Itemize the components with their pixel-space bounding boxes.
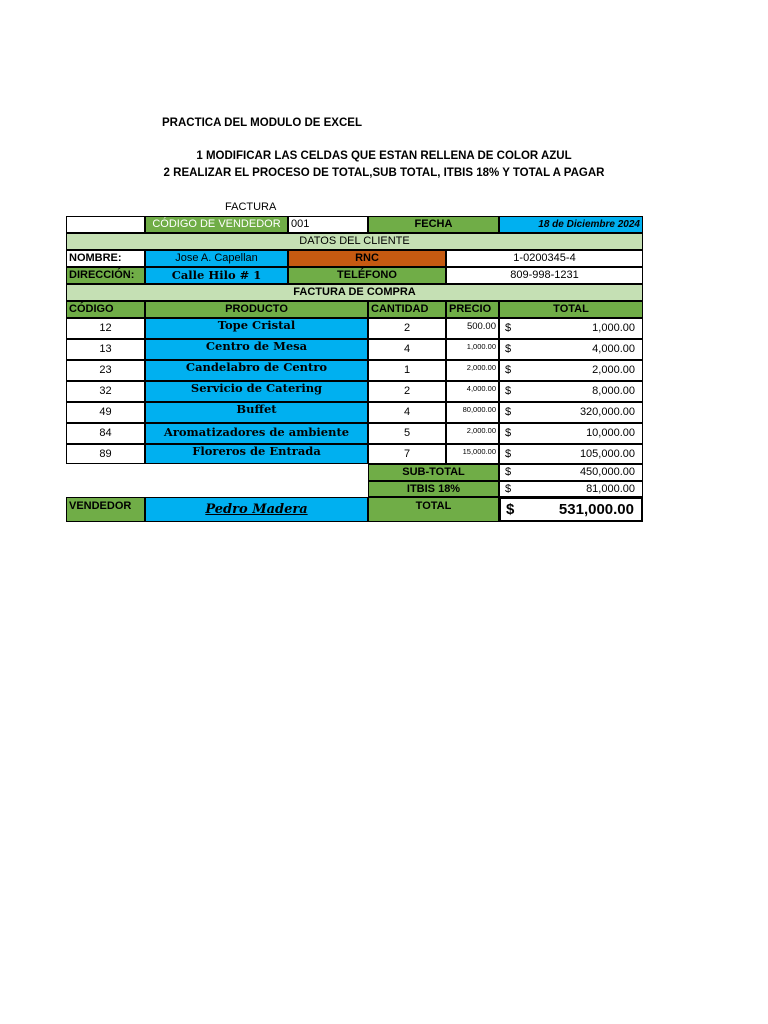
row-codigo[interactable]: 23 xyxy=(66,360,145,381)
vendedor-label[interactable]: VENDEDOR xyxy=(66,497,145,522)
row-precio[interactable]: 2,000.00 xyxy=(446,423,499,444)
subtotal-label[interactable]: SUB-TOTAL xyxy=(368,464,499,481)
row-codigo[interactable]: 32 xyxy=(66,381,145,402)
total-label[interactable]: TOTAL xyxy=(368,497,499,522)
row-precio[interactable]: 1,000.00 xyxy=(446,339,499,360)
currency-symbol: $ xyxy=(505,385,512,397)
total-value[interactable] xyxy=(499,497,643,522)
col-producto-header[interactable]: PRODUCTO xyxy=(145,301,368,318)
direccion-value[interactable]: Calle Hilo # 1 xyxy=(145,267,288,284)
direccion-label[interactable]: DIRECCIÓN: xyxy=(66,267,145,284)
row-codigo[interactable]: 89 xyxy=(66,444,145,464)
row-precio[interactable]: 2,000.00 xyxy=(446,360,499,381)
itbis-value[interactable] xyxy=(499,481,643,497)
row-cantidad[interactable]: 2 xyxy=(368,318,446,339)
row-producto[interactable]: Aromatizadores de ambiente xyxy=(145,423,368,444)
codigo-vendedor-value[interactable]: 001 xyxy=(288,216,368,233)
telefono-value[interactable]: 809-998-1231 xyxy=(446,267,643,284)
row-total[interactable] xyxy=(499,318,643,339)
row-producto[interactable]: Candelabro de Centro xyxy=(145,360,368,381)
row-precio[interactable]: 80,000.00 xyxy=(446,402,499,423)
row-producto[interactable]: Floreros de Entrada xyxy=(145,444,368,464)
row-codigo[interactable]: 84 xyxy=(66,423,145,444)
col-precio-header[interactable]: PRECIO xyxy=(446,301,499,318)
itbis-label[interactable]: ITBIS 18% xyxy=(368,481,499,497)
row-total-value: 2,000.00 xyxy=(592,364,635,376)
currency-symbol: $ xyxy=(505,322,512,334)
row-producto[interactable]: Buffet xyxy=(145,402,368,423)
instruction-2: 2 REALIZAR EL PROCESO DE TOTAL,SUB TOTAL, ITBIS 18% Y TOTAL A PAGAR xyxy=(163,167,605,179)
row-cantidad[interactable]: 5 xyxy=(368,423,446,444)
vendedor-name[interactable]: Pedro Madera xyxy=(145,497,368,522)
row-codigo[interactable]: 49 xyxy=(66,402,145,423)
page-title: PRACTICA DEL MODULO DE EXCEL xyxy=(162,117,362,129)
rnc-value[interactable]: 1-0200345-4 xyxy=(446,250,643,267)
row-producto[interactable]: Tope Cristal xyxy=(145,318,368,339)
datos-cliente-title[interactable]: DATOS DEL CLIENTE xyxy=(66,233,643,250)
row-total[interactable] xyxy=(499,402,643,423)
row-total-value: 4,000.00 xyxy=(592,343,635,355)
row-total[interactable] xyxy=(499,444,643,464)
col-cantidad-header[interactable]: CANTIDAD xyxy=(368,301,446,318)
currency-symbol: $ xyxy=(505,343,512,355)
subtotal-value[interactable] xyxy=(499,464,643,481)
nombre-value[interactable]: Jose A. Capellan xyxy=(145,250,288,267)
factura-label: FACTURA xyxy=(225,201,277,213)
row-total[interactable] xyxy=(499,423,643,444)
itbis-amount: 81,000.00 xyxy=(586,482,635,495)
nombre-label[interactable]: NOMBRE: xyxy=(66,250,145,267)
instruction-1: 1 MODIFICAR LAS CELDAS QUE ESTAN RELLENA DE COLOR AZUL xyxy=(196,150,572,162)
fecha-label[interactable]: FECHA xyxy=(368,216,499,233)
row-producto[interactable]: Servicio de Catering xyxy=(145,381,368,402)
telefono-label[interactable]: TELÉFONO xyxy=(288,267,446,284)
row-cantidad[interactable]: 4 xyxy=(368,339,446,360)
row-codigo[interactable]: 12 xyxy=(66,318,145,339)
row-precio[interactable]: 4,000.00 xyxy=(446,381,499,402)
row-total-value: 8,000.00 xyxy=(592,385,635,397)
currency-symbol: $ xyxy=(505,364,512,376)
row-producto[interactable]: Centro de Mesa xyxy=(145,339,368,360)
fecha-value[interactable]: 18 de Diciembre 2024 xyxy=(499,216,643,233)
row-total-value: 1,000.00 xyxy=(592,322,635,334)
codigo-vendedor-label[interactable]: CÓDIGO DE VENDEDOR xyxy=(145,216,288,233)
currency-symbol: $ xyxy=(505,406,512,418)
subtotal-amount: 450,000.00 xyxy=(579,466,635,478)
col-codigo-header[interactable]: CÓDIGO xyxy=(66,301,145,318)
row-total-value: 105,000.00 xyxy=(579,447,635,460)
currency-symbol: $ xyxy=(505,466,512,478)
row-total[interactable] xyxy=(499,339,643,360)
row-precio[interactable]: 15,000.00 xyxy=(446,444,499,464)
row-total-value: 10,000.00 xyxy=(586,427,635,439)
total-amount: 531,000.00 xyxy=(558,501,634,518)
row-codigo[interactable]: 13 xyxy=(66,339,145,360)
row-total-value: 320,000.00 xyxy=(579,406,635,418)
currency-symbol: $ xyxy=(505,427,512,439)
currency-symbol: $ xyxy=(505,447,512,460)
row-cantidad[interactable]: 2 xyxy=(368,381,446,402)
row-total[interactable] xyxy=(499,381,643,402)
currency-symbol: $ xyxy=(505,482,512,495)
col-total-header[interactable]: TOTAL xyxy=(499,301,643,318)
cell-empty[interactable] xyxy=(66,216,145,233)
factura-compra-title[interactable]: FACTURA DE COMPRA xyxy=(66,284,643,301)
row-precio[interactable]: 500.00 xyxy=(446,318,499,339)
rnc-label[interactable]: RNC xyxy=(288,250,446,267)
row-cantidad[interactable]: 1 xyxy=(368,360,446,381)
row-total[interactable] xyxy=(499,360,643,381)
currency-symbol: $ xyxy=(506,501,515,518)
row-cantidad[interactable]: 7 xyxy=(368,444,446,464)
row-cantidad[interactable]: 4 xyxy=(368,402,446,423)
